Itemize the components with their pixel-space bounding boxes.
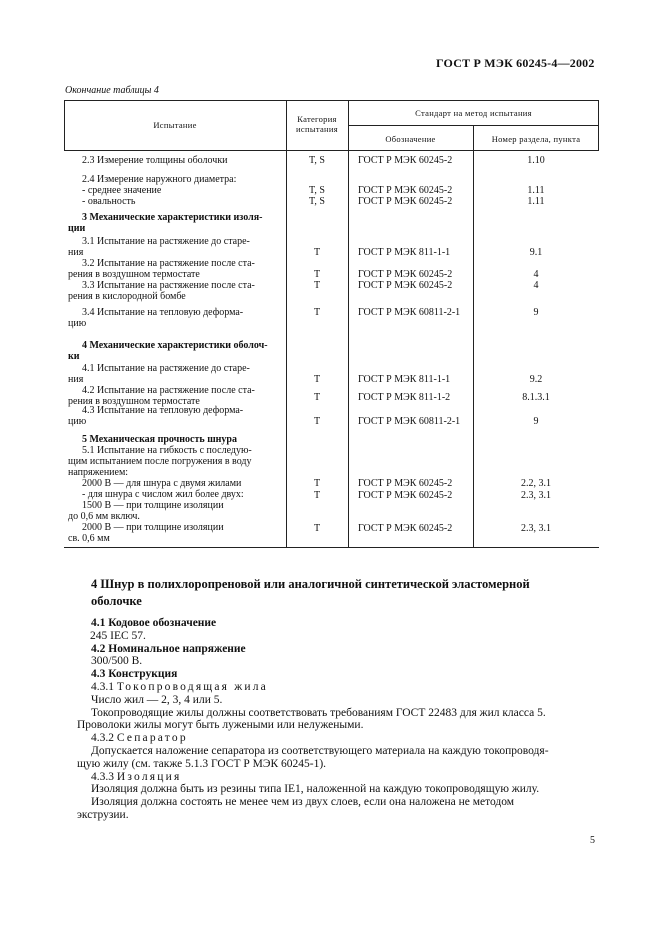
header-standard: Стандарт на метод испытания [415, 108, 532, 118]
subsection-title: 4.3.3 Изоляция [91, 770, 182, 783]
header-section: Номер раздела, пункта [491, 134, 581, 144]
section-4-title: 4 Шнур в полихлоропреновой или аналогичной синтетической эластомерной оболочке [91, 577, 530, 608]
subsection-title: 4.2 Номинальное напряжение [91, 642, 246, 655]
paragraph: Изоляция должна состоять не менее чем из двух слоев, если она наложена не методом [91, 796, 515, 809]
paragraph: 300/500 В. [91, 655, 143, 668]
header-test: Испытание [153, 120, 197, 130]
header-designation: Обозначение [385, 134, 436, 144]
subsection-title: 4.3 Конструкция [91, 668, 178, 681]
table-caption: Окончание таблицы 4 [65, 85, 159, 96]
subsection-title: 4.1 Кодовое обозначение [91, 617, 217, 629]
paragraph: 245 IEC 57. [90, 629, 146, 642]
page-number: 5 [590, 835, 595, 846]
subsection-title: 4.3.2 Сепаратор [91, 732, 188, 745]
paragraph: экструзии. [77, 808, 129, 821]
paragraph: Изоляция должна быть из резины типа IE1, наложенной на каждую токопроводящую жилу. [91, 783, 540, 796]
paragraph: Допускается наложение сепаратора из соответствующего материала на каждую токопроводя- [91, 744, 549, 757]
test-table: Испытание Категория испытания Стандарт на метод испытания Обозначение Номер раздела, пункта 2.3 Измерение толщины оболочки T, S ГОСТ Р МЭК 60245-2 1.10 2.4 Измерение наружного диаметра: - среднее значение - овальность T, S T, S ГОСТ Р МЭК 60245-2 ГОСТ Р МЭК 60245-2 1.11 1.11 3 Механические характеристики изоля- ции 3.1 Испытание на растяжение до старе- ния T ГОСТ Р МЭК 811-1-1 9.1 3.2 Испытание на растяжение после ста- рения в воздушном термостате 3.3 Испытание на растяжение после ста- рения в кислородной бомбе T T ГОСТ Р МЭК 60245-2 ГОСТ Р МЭК 60245-2 4 4 3.4 Испытание на тепловую деформа- цию T ГОСТ Р МЭК 60811-2-1 9 4 Механические характеристики оболоч- ки 4.1 Испытание на растяжение до старе- ния T ГОСТ Р МЭК 811-1-1 9.2 4.2 Испытание на растяжение после ста- рения в воздушном термостате T ГОСТ Р МЭК 811-1-2 8.1.3.1 4.3 Испытание на тепловую деформа- цию T ГОСТ Р МЭК 60811-2-1 9 5 Механическая прочность шнура 5.1 Испытание на гибкость с последую- щим испытанием после погружения в воду напряжением: 2000 В — для шнура с двумя жилами - для шнура с числом жил более двух: 1500 В — при толщине изоляции до 0,6 мм включ. 2000 В — при толщине изоляции св. 0,6 мм T T T ГОСТ Р МЭК 60245-2 ГОСТ Р МЭК 60245-2 ГОСТ Р МЭК 60245-2 2.2, 3.1 2.3, 3.1 2.3, 3.1 [64, 100, 599, 548]
paragraph: щую жилу (см. также 5.1.3 ГОСТ Р МЭК 60245-1). [77, 757, 327, 770]
header-category: Категория испытания [296, 114, 338, 134]
paragraph: Токопроводящие жилы должны соответствовать требованиям ГОСТ 22483 для жил класса 5. [91, 706, 546, 719]
section-4-body [77, 617, 601, 822]
document-header: ГОСТ Р МЭК 60245-4—2002 [436, 56, 595, 70]
paragraph: Число жил — 2, 3, 4 или 5. [91, 693, 223, 706]
paragraph: Проволоки жилы могут быть лужеными или нелужеными. [77, 719, 364, 732]
subsection-title: 4.3.1 Токопроводящая жила [91, 680, 268, 693]
